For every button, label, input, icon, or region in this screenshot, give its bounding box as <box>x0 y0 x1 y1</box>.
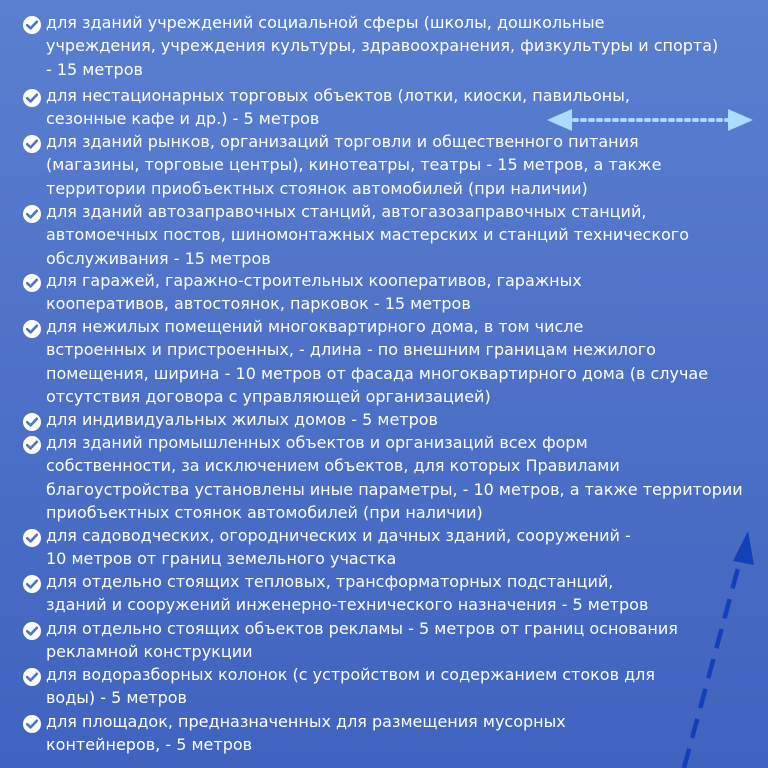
list-item-line: для садоводческих, огороднических и дачных зданий, сооружений - <box>46 526 631 545</box>
list-item-line: кооперативов, автостоянок, парковок - 15 метров <box>46 294 471 314</box>
list-item-line: учреждения, учреждения культуры, здравоохранения, физкультуры и спорта) <box>46 36 719 56</box>
list-item-line: (магазины, торговые центры), кинотеатры, театры - 15 метров, а также <box>46 155 662 175</box>
list-item-line: для нестационарных торговых объектов (лотки, киоски, павильоны, <box>46 86 630 105</box>
list-item-line: автомоечных постов, шиномонтажных мастерских и станций технического <box>46 225 689 245</box>
list-item-line: 10 метров от границ земельного участка <box>46 549 397 569</box>
list-item-line: зданий и сооружений инженерно-технического назначения - 5 метров <box>46 595 649 615</box>
list-item-line: отсутствия договора с управляющей организацией) <box>46 387 491 407</box>
list-item-line: для зданий промышленных объектов и организаций всех форм <box>46 433 588 452</box>
list-item-line: для зданий рынков, организаций торговли и общественного питания <box>46 132 639 151</box>
list-item-line: воды) - 5 метров <box>46 688 187 708</box>
list-item-line: для отдельно стоящих тепловых, трансформаторных подстанций, <box>46 572 614 591</box>
list-item-line: для нежилых помещений многоквартирного дома, в том числе <box>46 317 584 336</box>
list-item-line: для зданий учреждений социальной сферы (школы, дошкольные <box>46 13 605 32</box>
list-item-line: для водоразборных колонок (с устройством и содержанием стоков для <box>46 665 656 684</box>
list-item-line: для гаражей, гаражно-строительных кооперативов, гаражных <box>46 271 582 290</box>
list-item-line: сезонные кафе и др.) - 5 метров <box>46 109 320 129</box>
list-item-line: благоустройства установлены иные параметры, - 10 метров, а также территории <box>46 479 743 499</box>
list-item-line: собственности, за исключением объектов, для которых Правилами <box>46 456 620 476</box>
list-item-line: приобъектных стоянок автомобилей (при наличии) <box>46 503 483 523</box>
list-item-line: для отдельно стоящих объектов рекламы - 5 метров от границ основания <box>46 619 678 638</box>
list-item-line: встроенных и пристроенных, - длина - по внешним границам нежилого <box>46 340 656 360</box>
list-item-line: помещения, ширина - 10 метров от фасада многоквартирного дома (в случае <box>46 363 709 383</box>
list-item-line: для зданий автозаправочных станций, автогазозаправочных станций, <box>46 202 647 221</box>
list-item-line: для индивидуальных жилых домов - 5 метров <box>46 410 438 429</box>
list-item-line: - 15 метров <box>46 59 143 79</box>
list-item-line: контейнеров, - 5 метров <box>46 735 253 755</box>
list-item-line: для площадок, предназначенных для размещения мусорных <box>46 712 566 731</box>
list-item-line: рекламной конструкции <box>46 642 253 662</box>
list-item-line: территории приобъектных стоянок автомобилей (при наличии) <box>46 178 588 198</box>
list-item-line: обслуживания - 15 метров <box>46 248 271 268</box>
